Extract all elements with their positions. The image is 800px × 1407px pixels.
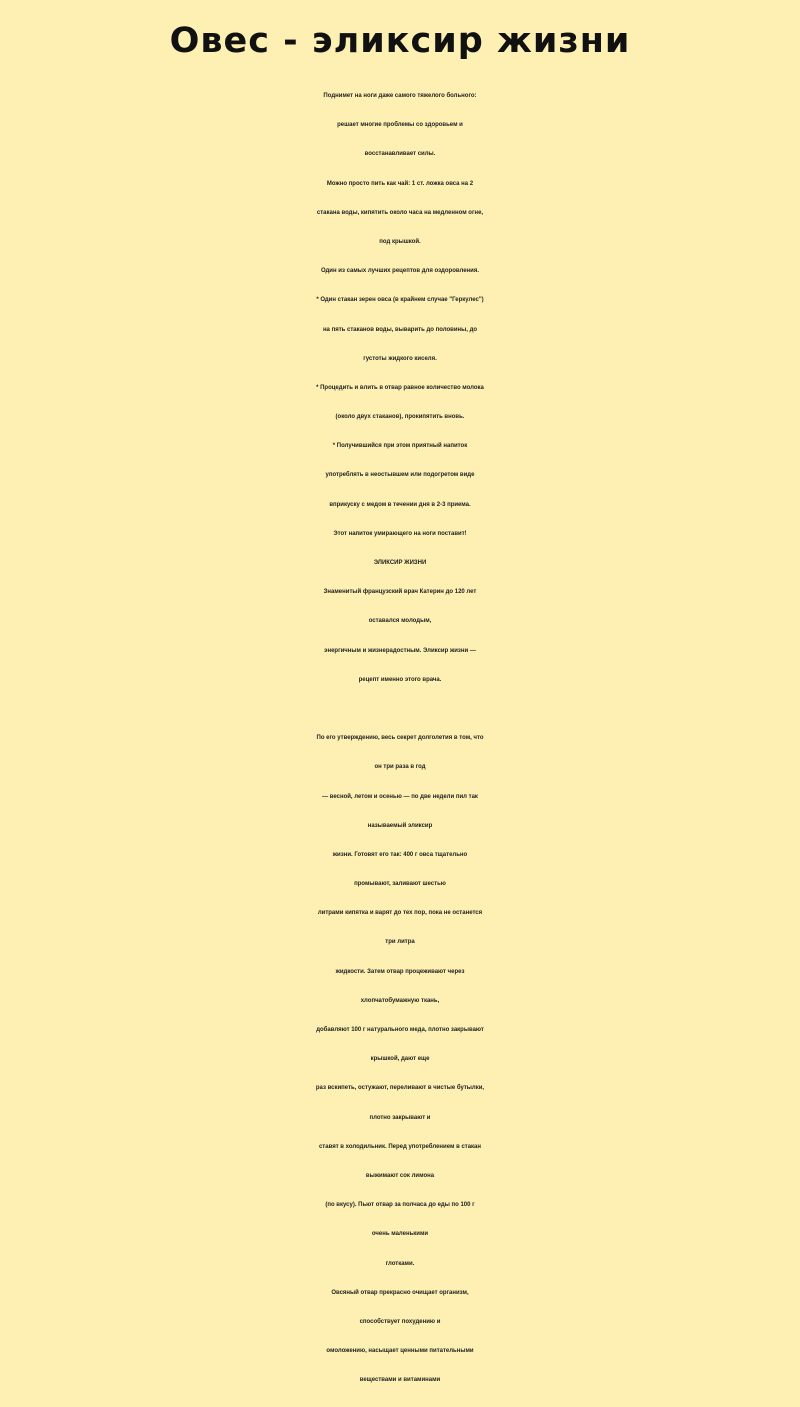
- text-line: По его утверждению, весь секрет долголетия в том, что: [316, 735, 484, 742]
- text-line: веществами и витаминами: [359, 1377, 441, 1384]
- text-line: очень маленькими: [371, 1231, 429, 1238]
- text-line: густоты жидкого киселя.: [363, 355, 437, 362]
- text-line: выжимают сок лимона: [365, 1172, 435, 1179]
- text-line: три литра: [385, 939, 415, 946]
- text-line: промывают, заливают шестью: [354, 881, 446, 888]
- text-line: * Процедить и влить в отвар равное количество молока: [316, 384, 484, 391]
- text-line: называемый эликсир: [367, 822, 433, 829]
- paragraph-gap: [6, 695, 794, 724]
- text-line: употреблять в неостывшем или подогретом виде: [325, 472, 475, 479]
- text-line: * Один стакан зерен овса (в крайнем случае "Геркулес"): [316, 297, 484, 304]
- text-line: рецепт именно этого врача.: [358, 676, 442, 683]
- text-line: на пять стаканов воды, выварить до половины, до: [322, 326, 478, 333]
- document-body: [6, 82, 794, 1395]
- text-line: Овсяный отвар прекрасно очищает организм,: [331, 1289, 469, 1296]
- text-line: * Получившийся при этом приятный напиток: [332, 443, 468, 450]
- text-line: решает многие проблемы со здоровьем и: [337, 122, 463, 129]
- text-line: Один из самых лучших рецептов для оздоровления.: [320, 268, 480, 275]
- text-line: стакана воды, кипятить около часа на медленном огне,: [316, 209, 484, 216]
- text-line: Поднимет на ноги даже самого тяжелого больного:: [323, 93, 477, 99]
- text-line: восстанавливает силы.: [364, 151, 436, 158]
- text-line: Можно просто пить как чай: 1 ст. ложка овса на 2: [326, 180, 474, 187]
- document-title: Овес - эликсир жизни: [169, 21, 631, 61]
- text-line: под крышкой.: [379, 238, 421, 245]
- text-line: вприкуску с медом в течении дня в 2-3 приема.: [329, 501, 471, 508]
- text-line: (около двух стаканов), прокипятить вновь.: [335, 414, 465, 421]
- section-heading: ЭЛИКСИР ЖИЗНИ: [373, 560, 427, 566]
- text-line: оставался молодым,: [368, 618, 432, 625]
- text-line: раз вскипеть, остужают, переливают в чистые бутылки,: [315, 1085, 485, 1092]
- text-line: плотно закрывают и: [369, 1114, 431, 1121]
- text-line: литрами кипятка и варят до тех пор, пока не останется: [317, 910, 483, 917]
- text-line: жизни. Готовят его так: 400 г овса тщательно: [332, 851, 468, 858]
- text-line: жидкости. Затем отвар процеживают через: [335, 968, 465, 975]
- text-line: добавляют 100 г натурального меда, плотно закрывают: [316, 1027, 484, 1033]
- text-line: Знаменитый французский врач Катерин до 120 лет: [323, 589, 477, 596]
- text-line: (по вкусу). Пьют отвар за полчаса до еды по 100 г: [325, 1202, 475, 1209]
- text-line: энергичным и жизнерадостным. Эликсир жизни —: [324, 647, 476, 654]
- text-line: омоложению, насыщает ценными питательными: [326, 1348, 474, 1355]
- text-line: он три раза в год: [374, 764, 426, 771]
- text-line: глотками.: [385, 1260, 415, 1267]
- text-line: Этот напиток умирающего на ноги поставит!: [333, 530, 467, 537]
- text-line: — весной, летом и осенью — по две недели пил так: [322, 793, 478, 800]
- text-line: ставят в холодильник. Перед употреблением в стакан: [318, 1143, 482, 1150]
- text-line: крышкой, дают еще: [370, 1056, 430, 1063]
- text-line: способствует похудению и: [359, 1318, 441, 1325]
- text-line: хлопчатобумажную ткань,: [360, 997, 440, 1004]
